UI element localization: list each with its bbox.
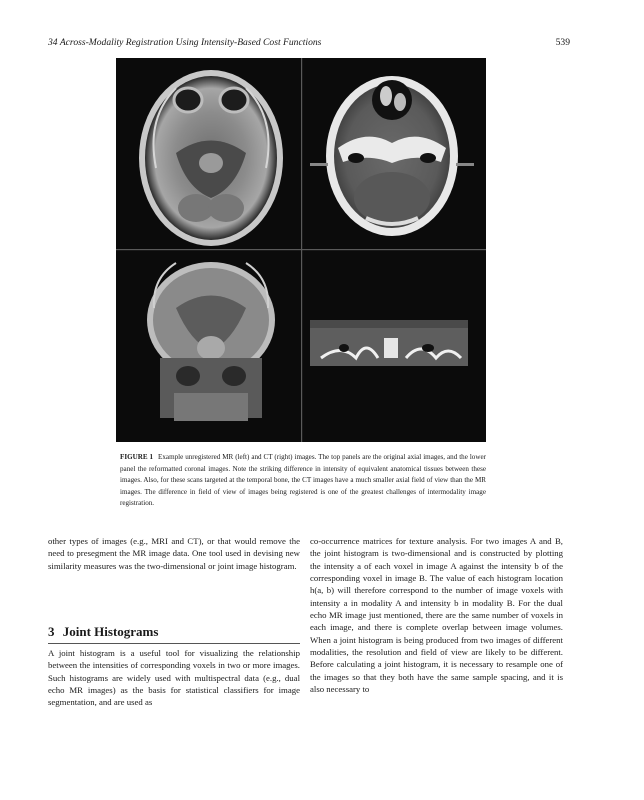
section-number: 3: [48, 624, 55, 639]
left-column-bottom: [48, 647, 300, 709]
left-column-top: [48, 535, 300, 572]
figure-scans: [116, 58, 486, 442]
right-column: [310, 535, 563, 695]
running-head: [48, 37, 570, 51]
page-number: 539: [555, 37, 570, 48]
section-title: Joint Histograms: [62, 624, 159, 639]
caption-text: Example unregistered MR (left) and CT (right) images. The top panels are the original axial images, and the lower panel the reformatted coronal images. Note the striking difference in intensity of equivalent anatomical tissues between these images. Also, for these scans targeted at the temporal bone, the CT images have a much smaller axial field of view than the MR images. The difference in field of view of images being registered is one of the greatest challenges of intermodality image registration.: [120, 453, 486, 508]
figure-image: [116, 58, 486, 442]
ct-axial-scan: [310, 76, 474, 236]
mr-axial-scan: [139, 70, 283, 246]
section-heading: [48, 624, 300, 644]
running-head-title: 34 Across-Modality Registration Using Intensity-Based Cost Functions: [48, 37, 322, 48]
ct-coronal-scan: [310, 320, 468, 366]
figure-caption: [120, 452, 486, 510]
right-paragraph-1: co-occurrence matrices for texture analysis. For two images A and B, the joint histogram is two-dimensional and is constructed by plotting the intensity a of each voxel in image A against the intensity b of the corresponding voxel in image B. The value of each histogram location h(a, b) will therefore correspond to the number of image voxels with intensity a in modality A and intensity b in modality B. For the dual echo MR image just mentioned, there are the same number of voxels in each image, and there is complete overlap between image volumes. When a joint histogram is being produced from two images of different modalities, the resolution and field of view are likely to be different. Before calculating a joint histogram, it is necessary to resample one of the images so that they both have the same sample spacing, and it is also necessary to: [310, 536, 563, 695]
panel-divider-horizontal: [116, 249, 486, 250]
caption-label: FIGURE 1: [120, 453, 154, 461]
left-paragraph-1: other types of images (e.g., MRI and CT), or that would remove the need to presegment the MR image data. One tool used in devising new similarity measures was the two-dimensional or joint image histogram.: [48, 536, 300, 571]
left-paragraph-2: A joint histogram is a useful tool for visualizing the relationship between the intensities of corresponding voxels in two or more images. Such histograms are widely used with multispectral data (e.g., dual echo MR images) as the basis for statistical classifiers for image segmentation, and are used as: [48, 648, 300, 708]
mr-coronal-scan: [147, 262, 275, 421]
